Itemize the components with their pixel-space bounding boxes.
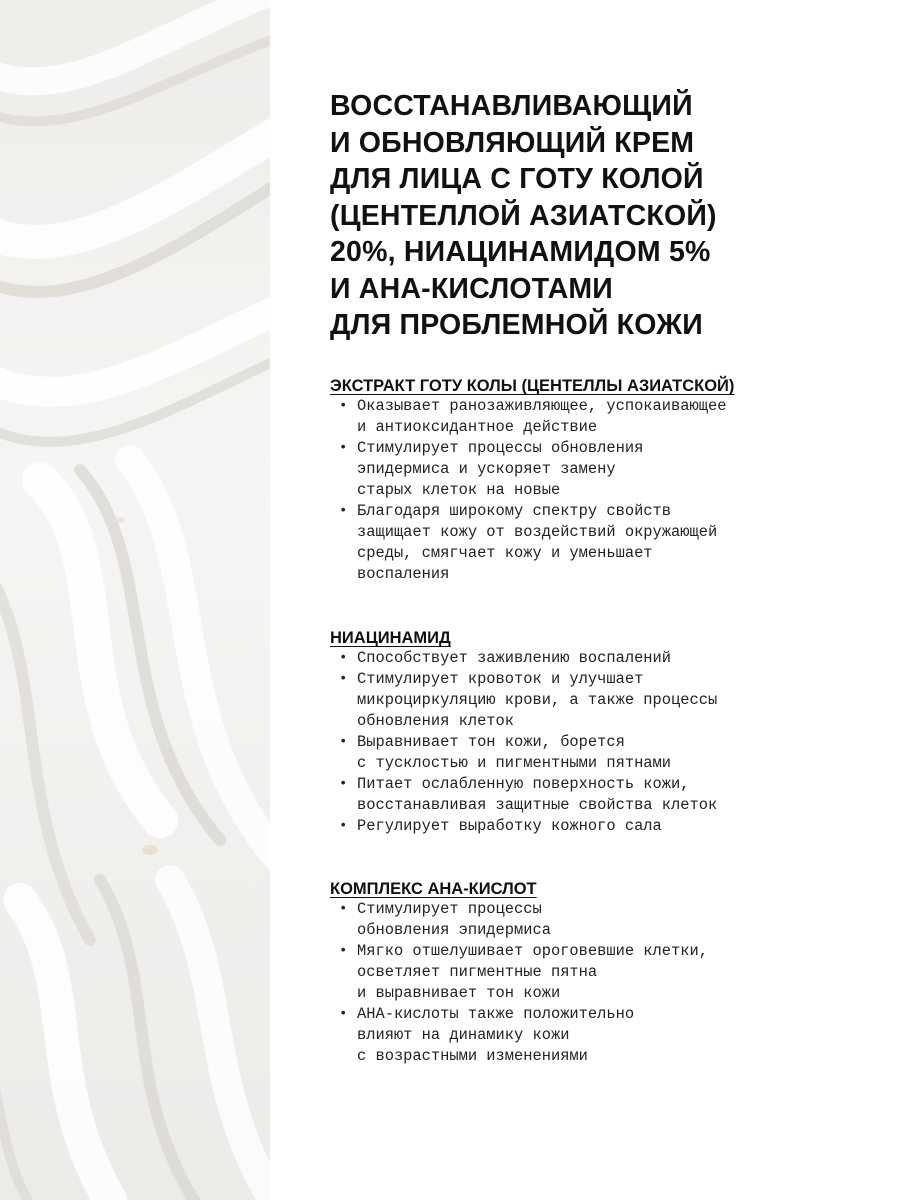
list-item	[330, 732, 870, 774]
list-item	[330, 1004, 870, 1067]
section-heading: НИАЦИНАМИД	[330, 629, 451, 647]
list-item	[330, 501, 870, 585]
list-item	[330, 648, 870, 669]
title-line: (ЦЕНТЕЛЛОЙ АЗИАТСКОЙ)	[330, 199, 717, 232]
title-line: И ОБНОВЛЯЮЩИЙ КРЕМ	[330, 126, 695, 159]
bullet-list	[330, 396, 870, 585]
bullet-list	[330, 899, 870, 1067]
list-item-line: обновления эпидермиса	[357, 921, 551, 939]
list-item-line: Мягко отшелушивает ороговевшие клетки,	[357, 942, 708, 960]
bullet-icon: •	[339, 818, 348, 834]
section-heading: ЭКСТРАКТ ГОТУ КОЛЫ (ЦЕНТЕЛЛЫ АЗИАТСКОЙ)	[330, 377, 735, 395]
list-item-line: старых клеток на новые	[357, 481, 561, 499]
list-item-line: с возрастными изменениями	[357, 1047, 588, 1065]
list-item-line: Стимулирует процессы	[357, 900, 542, 918]
list-item-line: Стимулирует процессы обновления	[357, 439, 644, 457]
title-line: ДЛЯ ПРОБЛЕМНОЙ КОЖИ	[330, 309, 703, 341]
list-item-line: микроциркуляцию крови, а также процессы	[357, 691, 718, 709]
list-item-line: осветляет пигментные пятна	[357, 963, 598, 981]
title-line: 20%, НИАЦИНАМИДОМ 5%	[330, 236, 711, 268]
list-item-line: обновления клеток	[357, 712, 515, 730]
bullet-icon: •	[339, 440, 348, 456]
bullet-icon: •	[339, 1006, 348, 1022]
list-item-line: влияют на динамику кожи	[357, 1026, 570, 1044]
list-item	[330, 669, 870, 732]
list-item-line: восстанавливая защитные свойства клеток	[357, 796, 718, 814]
bullet-icon: •	[339, 671, 348, 687]
list-item-line: защищает кожу от воздействий окружающей	[357, 523, 718, 541]
bullet-icon: •	[339, 398, 348, 414]
list-item-line: среды, смягчает кожу и уменьшает	[357, 544, 653, 562]
list-item	[330, 899, 870, 941]
list-item-line: воспаления	[357, 565, 450, 583]
list-item	[330, 396, 870, 438]
section-aha-acids	[330, 879, 870, 1067]
bullet-icon: •	[339, 650, 348, 666]
list-item-line: Оказывает ранозаживляющее, успокаивающее	[357, 397, 727, 415]
bullet-list	[330, 648, 870, 837]
list-item-line: Выравнивает тон кожи, борется	[357, 733, 625, 751]
title-line: И АНА-КИСЛОТАМИ	[330, 272, 613, 305]
bullet-icon: •	[339, 776, 348, 792]
section-centella	[330, 376, 870, 585]
list-item	[330, 774, 870, 816]
list-item-line: с тусклостью и пигментными пятнами	[357, 754, 672, 772]
product-title	[330, 88, 875, 344]
bullet-icon: •	[339, 503, 348, 519]
bullet-icon: •	[339, 901, 348, 917]
section-heading: КОМПЛЕКС АНА-КИСЛОТ	[330, 880, 537, 898]
list-item-line: Питает ослабленную поверхность кожи,	[357, 775, 690, 793]
list-item-line: и антиоксидантное действие	[357, 418, 598, 436]
list-item-line: Стимулирует кровоток и улучшает	[357, 670, 644, 688]
list-item	[330, 438, 870, 501]
bullet-icon: •	[339, 943, 348, 959]
cream-texture-image	[0, 0, 270, 1200]
product-title-block	[330, 88, 875, 344]
list-item-line: АНА-кислоты также положительно	[357, 1005, 635, 1023]
title-line: ДЛЯ ЛИЦА С ГОТУ КОЛОЙ	[330, 163, 704, 195]
list-item	[330, 941, 870, 1004]
list-item-line: Благодаря широкому спектру свойств	[357, 502, 672, 520]
list-item-line: эпидермиса и ускоряет замену	[357, 460, 616, 478]
bullet-icon: •	[339, 734, 348, 750]
list-item-line: Регулирует выработку кожного сала	[357, 817, 662, 835]
list-item-line: и выравнивает тон кожи	[357, 984, 561, 1002]
list-item	[330, 816, 870, 837]
section-niacinamide	[330, 628, 870, 837]
title-line: ВОССТАНАВЛИВАЮЩИЙ	[330, 90, 693, 122]
list-item-line: Способствует заживлению воспалений	[357, 649, 672, 667]
